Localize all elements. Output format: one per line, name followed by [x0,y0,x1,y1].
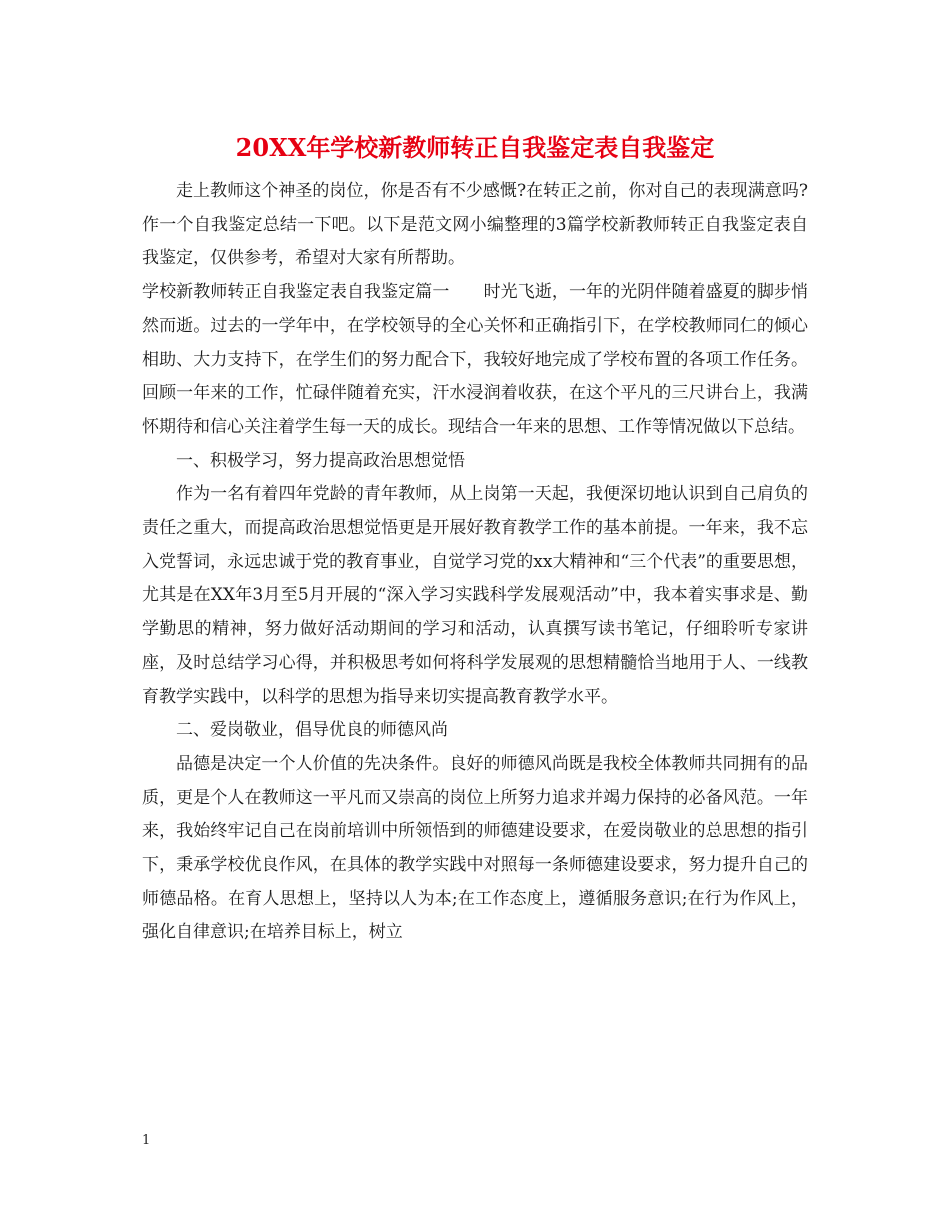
paragraph-section-one-intro: 学校新教师转正自我鉴定表自我鉴定篇一 时光飞逝，一年的光阴伴随着盛夏的脚步悄然而逝。过去的一学年中，在学校领导的全心关怀和正确指引下，在学校教师同仁的倾心相助、大力支持下，在学生们的努力配合下，我较好地完成了学校布置的各项工作任务。回顾一年来的工作，忙碌伴随着充实，汗水浸润着收获，在这个平凡的三尺讲台上，我满怀期待和信心关注着学生每一天的成长。现结合一年来的思想、工作等情况做以下总结。 [142,282,808,437]
heading-ethics: 二、爱岗敬业，倡导优良的师德风尚 [176,720,448,741]
paragraph-intro: 走上教师这个神圣的岗位，你是否有不少感慨?在转正之前，你对自己的表现满意吗?作一个自我鉴定总结一下吧。以下是范文网小编整理的3篇学校新教师转正自我鉴定表自我鉴定，仅供参考，希望对大家有所帮助。 [142,181,808,269]
paragraph-study: 作为一名有着四年党龄的青年教师，从上岗第一天起，我便深切地认识到自己肩负的责任之重大，而提高政治思想觉悟更是开展好教育教学工作的基本前提。一年来，我不忘入党誓词，永远忠诚于党的教育事业，自觉学习党的xx大精神和“三个代表”的重要思想，尤其是在XX年3月至5月开展的“深入学习实践科学发展观活动”中，我本着实事求是、勤学勤思的精神，努力做好活动期间的学习和活动，认真撰写读书笔记，仔细聆听专家讲座，及时总结学习心得，并积极思考如何将科学发展观的思想精髓恰当地用于人、一线教育教学实践中，以科学的思想为指导来切实提高教育教学水平。 [142,484,808,707]
heading-study: 一、积极学习，努力提高政治思想觉悟 [176,450,465,471]
document-body [142,175,808,950]
page-number: 1 [142,1133,151,1148]
paragraph-ethics: 品德是决定一个人价值的先决条件。良好的师德风尚既是我校全体教师共同拥有的品质，更是个人在教师这一平凡而又崇高的岗位上所努力追求并竭力保持的必备风范。一年来，我始终牢记自己在岗前培训中所领悟到的师德建设要求，在爱岗敬业的总思想的指引下，秉承学校优良作风，在具体的教学实践中对照每一条师德建设要求，努力提升自己的师德品格。在育人思想上，坚持以人为本;在工作态度上，遵循服务意识;在行为作风上，强化自律意识;在培养目标上，树立 [142,753,808,943]
document-title: 20XX年学校新教师转正自我鉴定表自我鉴定 [235,133,715,162]
